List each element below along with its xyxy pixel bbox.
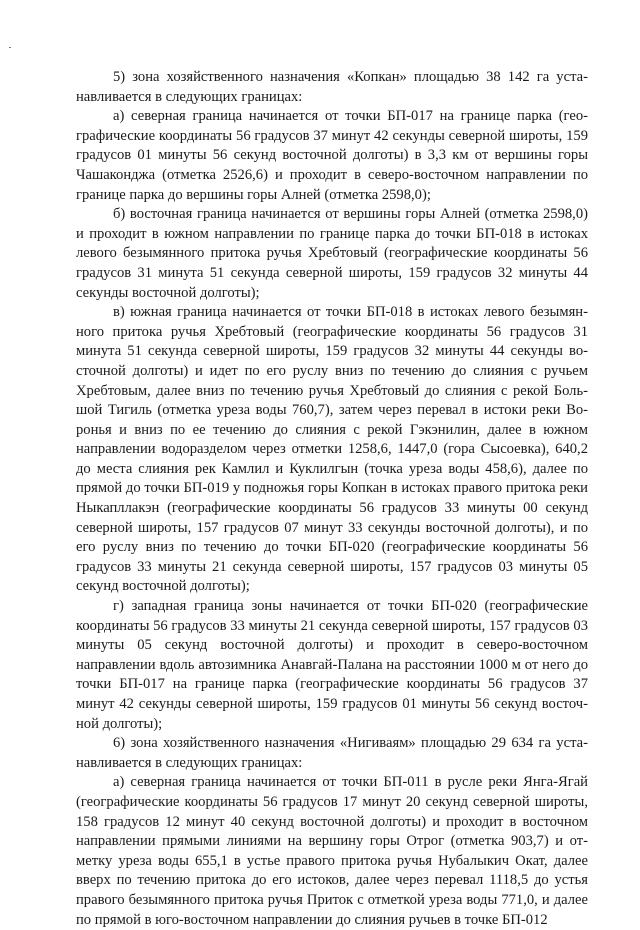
paragraph-kopkan-east: б) восточная граница начинается от вершины горы Алней (отметка 2598,0) и проходит в южном направлении по границе парка до точки БП-018 в истоках левого безымянного притока ручья Хребтовый (географические координаты 56 градусов 31 минута 51 секунда северной широты, 159 градусов 32 минуты 44 секунды восточной долготы); bbox=[76, 206, 588, 301]
paragraph-zone-kopkan: 5) зона хозяйственного назначения «Копкан» площадью 38 142 га устанавливается в следующих границах: bbox=[76, 69, 588, 105]
paragraph-kopkan-south: в) южная граница начинается от точки БП-018 в истоках левого безымянного притока ручья Хребтовый (географические координаты 56 градусов 31 минута 51 секунда северной широты, 159 градусов 32 минуты 44 секунды восточной долготы) и идет по его руслу вниз по течению до слияния с ручьем Хребтовым, далее вниз по течению ручья Хребтовый до слияния с рекой Большой Тигиль (отметка уреза воды 760,7), затем через перевал в истоки реки Воронья и вниз по ее течению до слияния с рекой Гэкэнилин, далее в южном направлении водоразделом через отметки 1258,6, 1447,0 (гора Сысоевка), 640,2 до места слияния рек Камлил и Куклилгын (точка уреза воды 458,6), далее по прямой до точки БП-019 у подножья горы Копкан в истоках правого притока реки Ныкапллакэн (географические координаты 56 градусов 33 минуты 00 секунд северной широты, 157 градусов 07 минут 33 секунды восточной долготы), и по его руслу вниз по течению до точки БП-020 (географические координаты 56 градусов 33 минуты 21 секунда северной широты, 157 градусов 03 минуты 05 секунд восточной долготы); bbox=[76, 304, 588, 595]
paragraph-kopkan-west: г) западная граница зоны начинается от точки БП-020 (географические координаты 56 градусов 33 минуты 21 секунда северной широты, 157 градусов 03 минуты 05 секунд восточной долготы) и проходит в северо-восточном направлении вдоль автозимника Анавгай-Палана на расстоянии 1000 м от него до точки БП-017 на границе парка (географические координаты 56 градусов 37 минут 42 секунды северной широты, 159 градусов 01 минуты 56 секунд восточной долготы); bbox=[76, 598, 588, 732]
scan-mark bbox=[9, 47, 11, 48]
paragraph-kopkan-north: а) северная граница начинается от точки БП-017 на границе парка (географические координаты 56 градусов 37 минут 42 секунды северной широты, 159 градусов 01 минуты 56 секунд восточной долготы) в 3,3 км от вершины горы Чашаконджа (отметка 2526,6) и проходит в северо-восточном направлении по границе парка до вершины горы Алней (отметка 2598,0); bbox=[76, 108, 588, 203]
paragraph-zone-nigivayam: 6) зона хозяйственного назначения «Нигиваям» площадью 29 634 га устанавливается в следующих границах: bbox=[76, 735, 588, 771]
paragraph-nigivayam-north: а) северная граница начинается от точки БП-011 в русле реки Янга-Ягай (географические координаты 56 градусов 17 минут 20 секунд северной широты, 158 градусов 12 минут 40 секунд восточной долготы) и проходит в восточном направлении прямыми линиями на вершину горы Отрог (отметка 903,7) и отметку уреза воды 655,1 в устье правого притока ручья Нубалыкич Окат, далее вверх по течению притока до его истоков, далее через перевал 1118,5 до устья правого безымянного притока ручья Приток с отметкой уреза воды 771,0, и далее по прямой в юго-восточном направлении до слияния ручьев в точке БП-012 bbox=[76, 774, 588, 928]
document-page bbox=[76, 68, 588, 930]
